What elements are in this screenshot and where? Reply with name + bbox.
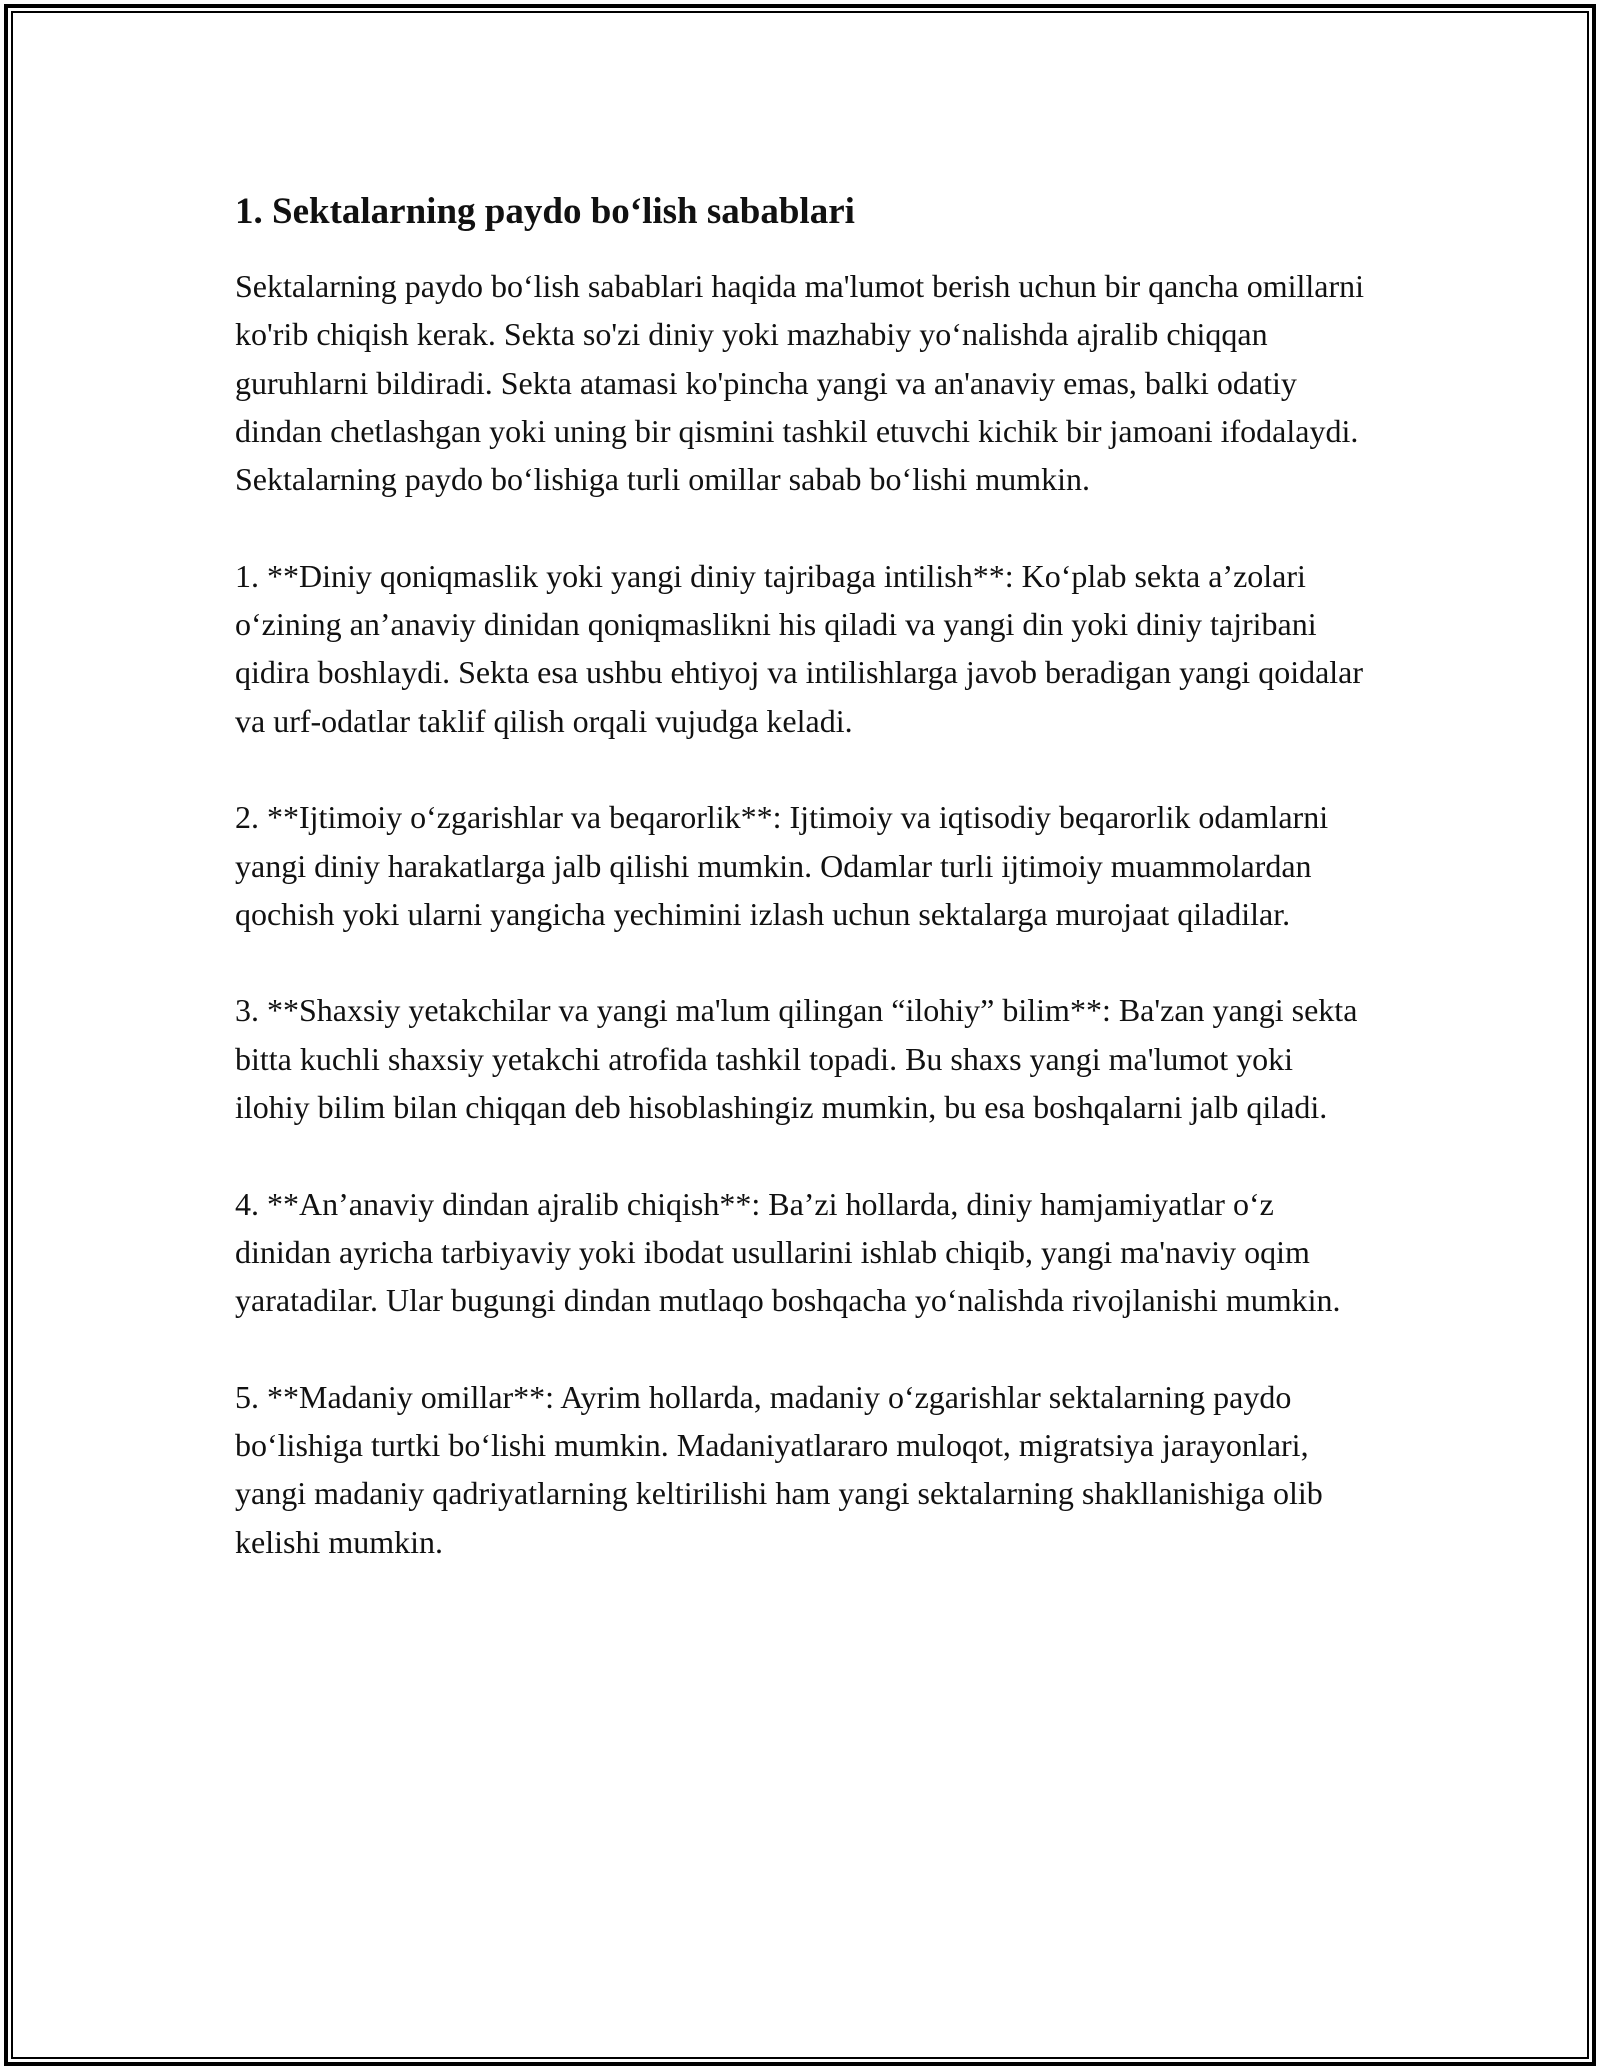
list-item-paragraph: 3. **Shaxsiy yetakchilar va yangi ma'lum qilingan “ilohiy” bilim**: Ba'zan yangi sekta bitta kuchli shaxsiy yetakchi atrofida tashkil topadi. Bu shaxs yangi ma'lumot yoki ilohiy bilim bilan chiqqan deb hisoblashingiz mumkin, bu esa boshqalarni jalb qiladi. xyxy=(235,992,1358,1126)
list-item-paragraph: 2. **Ijtimoiy o‘zgarishlar va beqarorlik**: Ijtimoiy va iqtisodiy beqarorlik odamlarni yangi diniy harakatlarga jalb qilishi mumkin. Odamlar turli ijtimoiy muammolardan qochish yoki ularni yangicha yechimini izlash uchun sektalarga murojaat qiladilar. xyxy=(235,799,1329,932)
list-item-paragraph: 5. **Madaniy omillar**: Ayrim hollarda, madaniy o‘zgarishlar sektalarning paydo bo‘lishiga turtki bo‘lishi mumkin. Madaniyatlararo muloqot, migratsiya jarayonlari, yangi madaniy qadriyatlarning keltirilishi ham yangi sektalarning shakllanishiga olib kelishi mumkin. xyxy=(235,1378,1323,1560)
list-item-paragraph: 4. **An’anaviy dindan ajralib chiqish**: Ba’zi hollarda, diniy hamjamiyatlar o‘z dinidan ayricha tarbiyaviy yoki ibodat usullarini ishlab chiqib, yangi ma'naviy oqim yaratadilar. Ular bugungi dindan mutlaqo boshqacha yo‘nalishda rivojlanishi mumkin. xyxy=(235,1185,1341,1319)
section-heading: 1. Sektalarning paydo bo‘lish sabablari xyxy=(235,191,855,232)
document-body xyxy=(235,188,1365,1566)
list-item-paragraph: 1. **Diniy qoniqmaslik yoki yangi diniy tajribaga intilish**: Ko‘plab sekta a’zolari o‘zining an’anaviy dinidan qoniqmaslikni his qiladi va yangi din yoki diniy tajribani qidira boshlaydi. Sekta esa ushbu ehtiyoj va intilishlarga javob beradigan yangi qoidalar va urf-odatlar taklif qilish orqali vujudga keladi. xyxy=(235,557,1364,739)
intro-paragraph: Sektalarning paydo bo‘lish sabablari haqida ma'lumot berish uchun bir qancha omillarni ko'rib chiqish kerak. Sekta so'zi diniy yoki mazhabiy yo‘nalishda ajralib chiqqan guruhlarni bildiradi. Sekta atamasi ko'pincha yangi va an'anaviy emas, balki odatiy dindan chetlashgan yoki uning bir qismini tashkil etuvchi kichik bir jamoani ifodalaydi. Sektalarning paydo bo‘lishiga turli omillar sabab bo‘lishi mumkin. xyxy=(235,268,1365,498)
